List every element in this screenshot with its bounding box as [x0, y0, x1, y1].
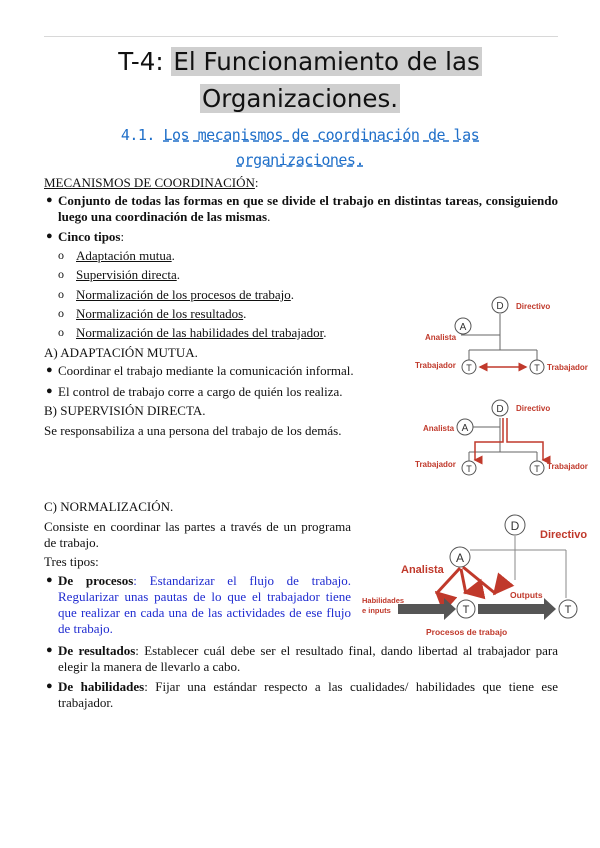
- cinco-tipos: Cinco tipos:: [58, 229, 125, 244]
- bullet-dot: ●: [46, 230, 53, 242]
- analista-label: Analista: [423, 424, 455, 433]
- node-label: T: [466, 464, 472, 474]
- norm-arrow: [463, 567, 496, 594]
- supervision-arrow: [475, 418, 503, 460]
- node-label: T: [564, 604, 572, 616]
- circle-bullet-icon: o: [58, 248, 64, 262]
- mecanismos-definition: Conjunto de todas las formas en que se divide el trabajo en distintas tareas, consiguiendo luego una coordinación de las mismas.: [58, 193, 558, 224]
- habilidades-item: De habilidades: Fijar una estándar respecto a las cualidades/ habilidades que tiene ese trabajador.: [58, 679, 559, 710]
- diagram-adaptacion-mutua: [405, 290, 595, 382]
- adaptacion-item: El control de trabajo corre a cargo de quién los realiza.: [58, 384, 343, 399]
- title-line-1: El Funcionamiento de las: [173, 47, 480, 76]
- habilidades-label: Habilidades: [362, 596, 405, 605]
- adaptacion-item: Coordinar el trabajo mediante la comunicación informal.: [58, 363, 354, 378]
- procesos-label: Procesos de trabajo: [426, 627, 508, 637]
- node-label: D: [496, 404, 504, 415]
- analista-label: Analista: [401, 564, 444, 576]
- page-title-line-2: Organizaciones.: [201, 84, 399, 113]
- normalizacion-heading: C) NORMALIZACIÓN.: [44, 499, 174, 514]
- normalizacion-intro: Consiste en coordinar las partes a través de un programa de trabajo.: [44, 519, 351, 550]
- norm-arrow: [461, 569, 466, 594]
- tipo-item: Normalización de los procesos de trabajo.: [76, 287, 295, 302]
- node-label: A: [461, 423, 469, 434]
- resultados-item: De resultados: Establecer cuál debe ser el resultado final, dando libertad al trabajador para elegir la manera de llevarlo a cabo.: [58, 643, 559, 674]
- trabajador-label: Trabajador: [547, 363, 588, 372]
- outputs-label: Outputs: [510, 590, 543, 600]
- bullet-dot: ●: [46, 364, 53, 376]
- analista-label: Analista: [425, 333, 457, 342]
- adaptacion-heading: A) ADAPTACIÓN MUTUA.: [44, 345, 198, 360]
- node-label: T: [466, 363, 472, 373]
- node-label: T: [534, 464, 540, 474]
- supervision-text: Se responsabiliza a una persona del trabajo de los demás.: [44, 423, 342, 438]
- node-label: A: [455, 551, 465, 565]
- node-label: D: [510, 519, 520, 533]
- tipo-item: Normalización de los resultados.: [76, 306, 247, 321]
- supervision-arrow: [507, 418, 543, 460]
- circle-bullet-icon: o: [58, 325, 64, 339]
- bullet-dot: ●: [46, 680, 53, 692]
- circle-bullet-icon: o: [58, 267, 64, 281]
- tipo-item: Supervisión directa.: [76, 267, 180, 282]
- directivo-label: Directivo: [540, 529, 588, 541]
- page-title: T-4: El Funcionamiento de las: [118, 47, 480, 76]
- node-label: A: [459, 322, 467, 333]
- supervision-heading: B) SUPERVISIÓN DIRECTA.: [44, 403, 206, 418]
- inputs-label: e inputs: [362, 606, 391, 615]
- section-subtitle: 4.1. Los mecanismos de coordinación de las: [120, 126, 480, 144]
- bullet-dot: ●: [46, 385, 53, 397]
- bullet-dot: ●: [46, 574, 53, 586]
- node-label: D: [496, 301, 504, 312]
- bullet-dot: ●: [46, 194, 53, 206]
- section-subtitle-line-2: organizaciones.: [236, 151, 364, 169]
- trabajador-label: Trabajador: [415, 460, 456, 469]
- diagram-normalizacion: [358, 510, 594, 642]
- trabajador-label: Trabajador: [415, 361, 456, 370]
- circle-bullet-icon: o: [58, 287, 64, 301]
- trabajador-label: Trabajador: [547, 462, 588, 471]
- tipo-item: Normalización de las habilidades del trabajador.: [76, 325, 327, 340]
- directivo-label: Directivo: [516, 404, 551, 413]
- output-arrow: [478, 598, 556, 620]
- node-label: T: [462, 604, 470, 616]
- bullet-dot: ●: [46, 644, 53, 656]
- input-arrow: [398, 598, 456, 620]
- tipo-item: Adaptación mutua.: [76, 248, 175, 263]
- diagram-supervision-directa: [405, 394, 595, 478]
- circle-bullet-icon: o: [58, 306, 64, 320]
- tres-tipos: Tres tipos:: [44, 554, 99, 569]
- top-rule: [44, 36, 558, 37]
- mecanismos-heading: MECANISMOS DE COORDINACIÓN:: [44, 175, 259, 190]
- procesos-item: De procesos: Estandarizar el flujo de trabajo. Regularizar unas pautas de lo que el trabajador tiene que realizar en cada una de las actividades de ese flujo de trabajo.: [58, 573, 351, 636]
- node-label: T: [534, 363, 540, 373]
- directivo-label: Directivo: [516, 302, 551, 311]
